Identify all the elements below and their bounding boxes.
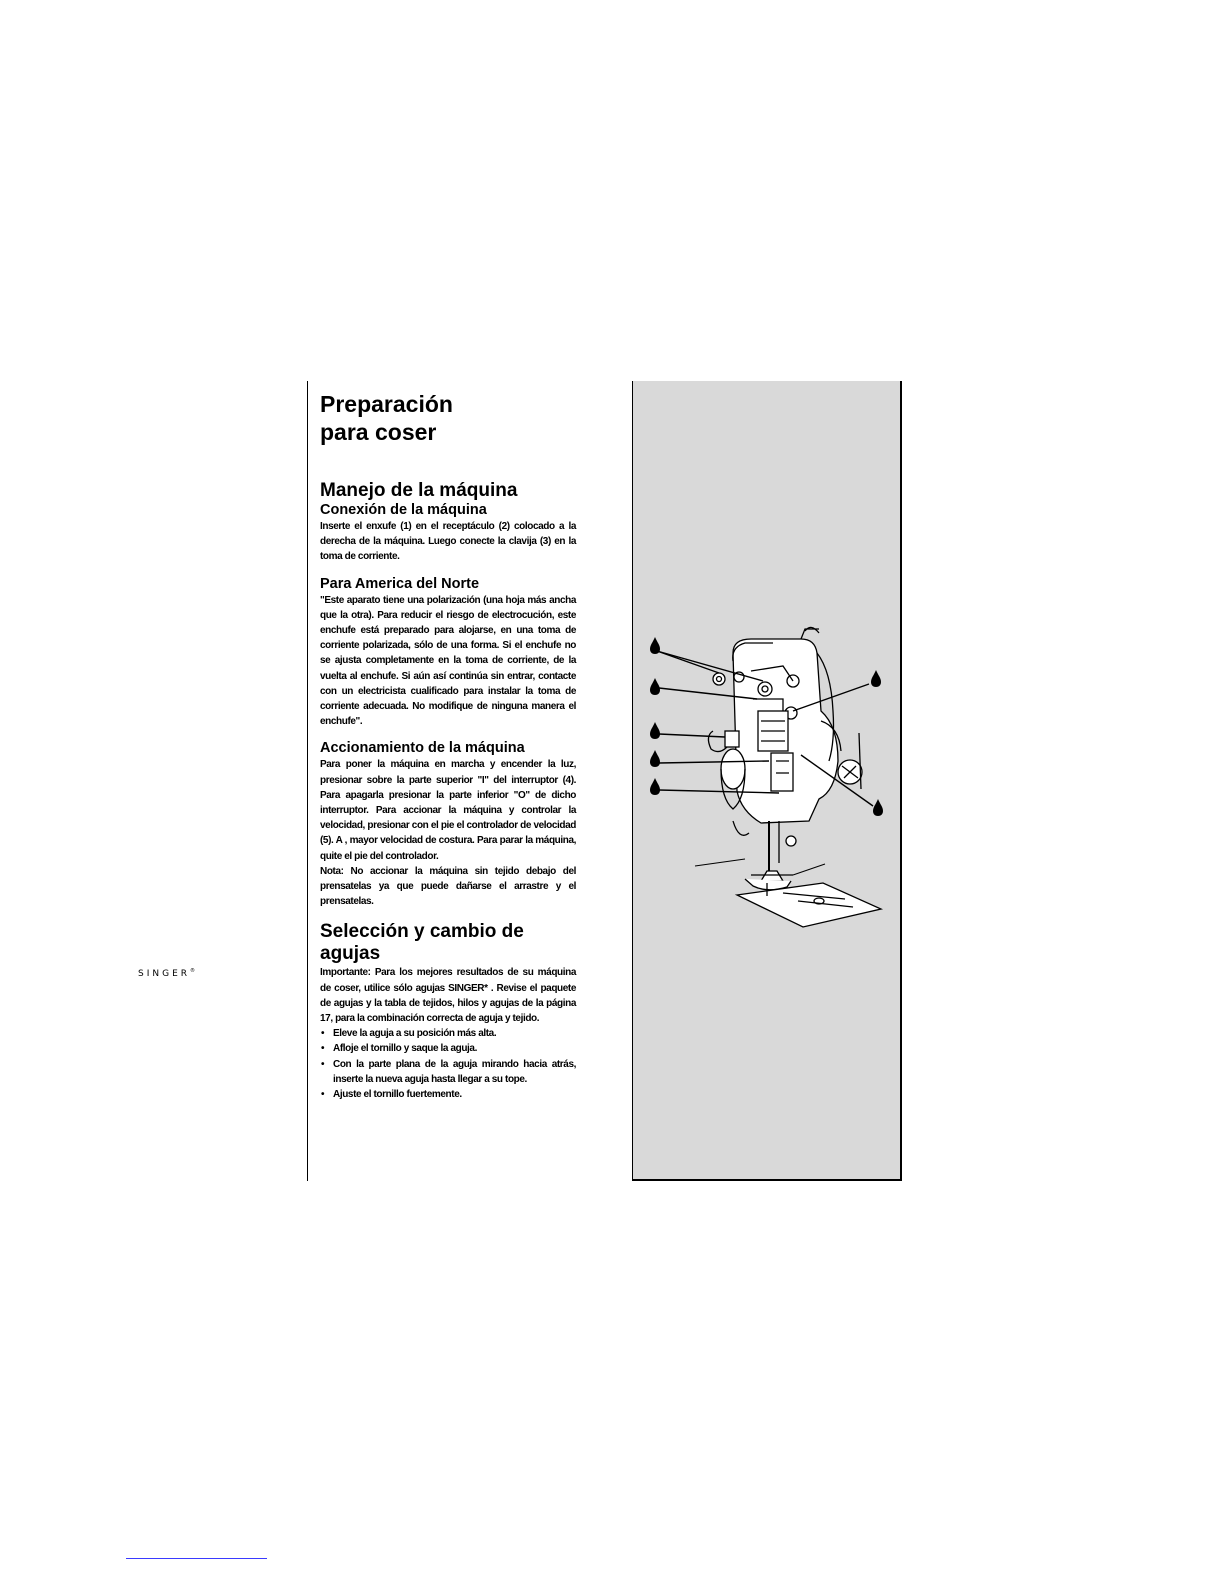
needle-steps-list: [320, 1026, 576, 1102]
footer-link-underline: [126, 1558, 267, 1559]
needle-step-3: Con la parte plana de la aguja mirando hacia atrás, inserte la nueva aguja hasta llegar a su tope.: [333, 1058, 576, 1085]
oil-drop-icon: [650, 678, 660, 695]
subheading-operation: Accionamiento de la máquina: [320, 740, 525, 757]
oil-drop-icon: [871, 670, 881, 687]
page-title-line2: para coser: [320, 419, 437, 445]
needles-heading-line2: agujas: [320, 943, 381, 965]
bullet-icon: •: [321, 1058, 325, 1070]
machine-outline: [695, 627, 881, 927]
bullet-icon: •: [321, 1089, 325, 1101]
subheading-connection: Conexión de la máquina: [320, 502, 487, 518]
page-title: [320, 390, 576, 446]
bullet-icon: •: [321, 1043, 325, 1055]
column-divider: [307, 381, 308, 1181]
paragraph-important: [320, 965, 576, 1026]
sewing-machine-illustration: [633, 381, 900, 1179]
paragraph-connection: Inserte el enxufe (1) en el receptáculo (2) colocado a la derecha de la máquina. Luego conecte la clavija (3) en la toma de corriente.: [320, 521, 576, 563]
singer-brand-mark: [138, 968, 195, 979]
operation-text: Para poner la máquina en marcha y encender la luz, presionar sobre la parte superior "I" del interruptor (4). Para apagarla presionar la parte inferior "O" de dicho interruptor. Para accionar la máquina y controlar la velocidad, presionar con el pie el controlador de velocidad (5). A , mayor velocidad de costura. Para parar la máquina, quite el pie del controlador.: [320, 759, 576, 862]
list-item: [320, 1041, 576, 1056]
paragraph-operation: [320, 757, 576, 909]
page-title-line1: Preparación: [320, 391, 453, 417]
section-heading-needles: [320, 921, 576, 965]
list-item: [320, 1057, 576, 1087]
illustration-panel: [632, 381, 902, 1181]
paragraph-north-america: "Este aparato tiene una polarización (una hoja más ancha que la otra). Para reducir el riesgo de electrocución, este enchufe está preparado para alojarse, en una toma de corriente polarizada, sólo de una forma. Si el enchufe no se ajusta completamente en la toma de corriente, de la vuelta al enchufe. Si aún así continúa sin entrar, contacte con un electricista cualificado para instalar la toma de corriente adecuada. No modifique de ninguna manera el enchufe".: [320, 594, 576, 728]
needle-step-4: Ajuste el tornillo fuertemente.: [333, 1089, 462, 1101]
subheading-north-america: Para America del Norte: [320, 575, 480, 592]
note-label: Nota:: [320, 865, 344, 877]
oil-drop-icon: [873, 799, 883, 816]
bullet-icon: •: [321, 1028, 325, 1040]
brand-name: SINGER: [138, 969, 191, 979]
section-heading-handling: Manejo de la máquina: [320, 480, 518, 501]
oil-drop-icon: [650, 750, 660, 767]
needle-step-1: Eleve la aguja a su posición más alta.: [333, 1028, 497, 1040]
oil-drop-icon: [650, 722, 660, 739]
list-item: [320, 1087, 576, 1102]
needles-heading-line1: Selección y cambio de: [320, 921, 524, 943]
oil-drop-icon: [650, 778, 660, 795]
oil-drop-icon: [650, 637, 660, 654]
note-text: No accionar la máquina sin tejido debajo del prensatelas ya que puede dañarse el arrastre y el prensatelas.: [320, 865, 576, 908]
list-item: [320, 1026, 576, 1041]
needle-step-2: Afloje el tornillo y saque la aguja.: [333, 1043, 477, 1055]
important-label: Importante:: [320, 967, 371, 979]
brand-registered-mark: ®: [190, 968, 196, 974]
text-column: [320, 390, 576, 1102]
important-text: Para los mejores resultados de su máquina de coser, utilice sólo agujas SINGER* . Revise el paquete de agujas y la tabla de tejidos, hilos y agujas de la página 17, para la combinación correcta de aguja y tejido.: [320, 967, 576, 1025]
